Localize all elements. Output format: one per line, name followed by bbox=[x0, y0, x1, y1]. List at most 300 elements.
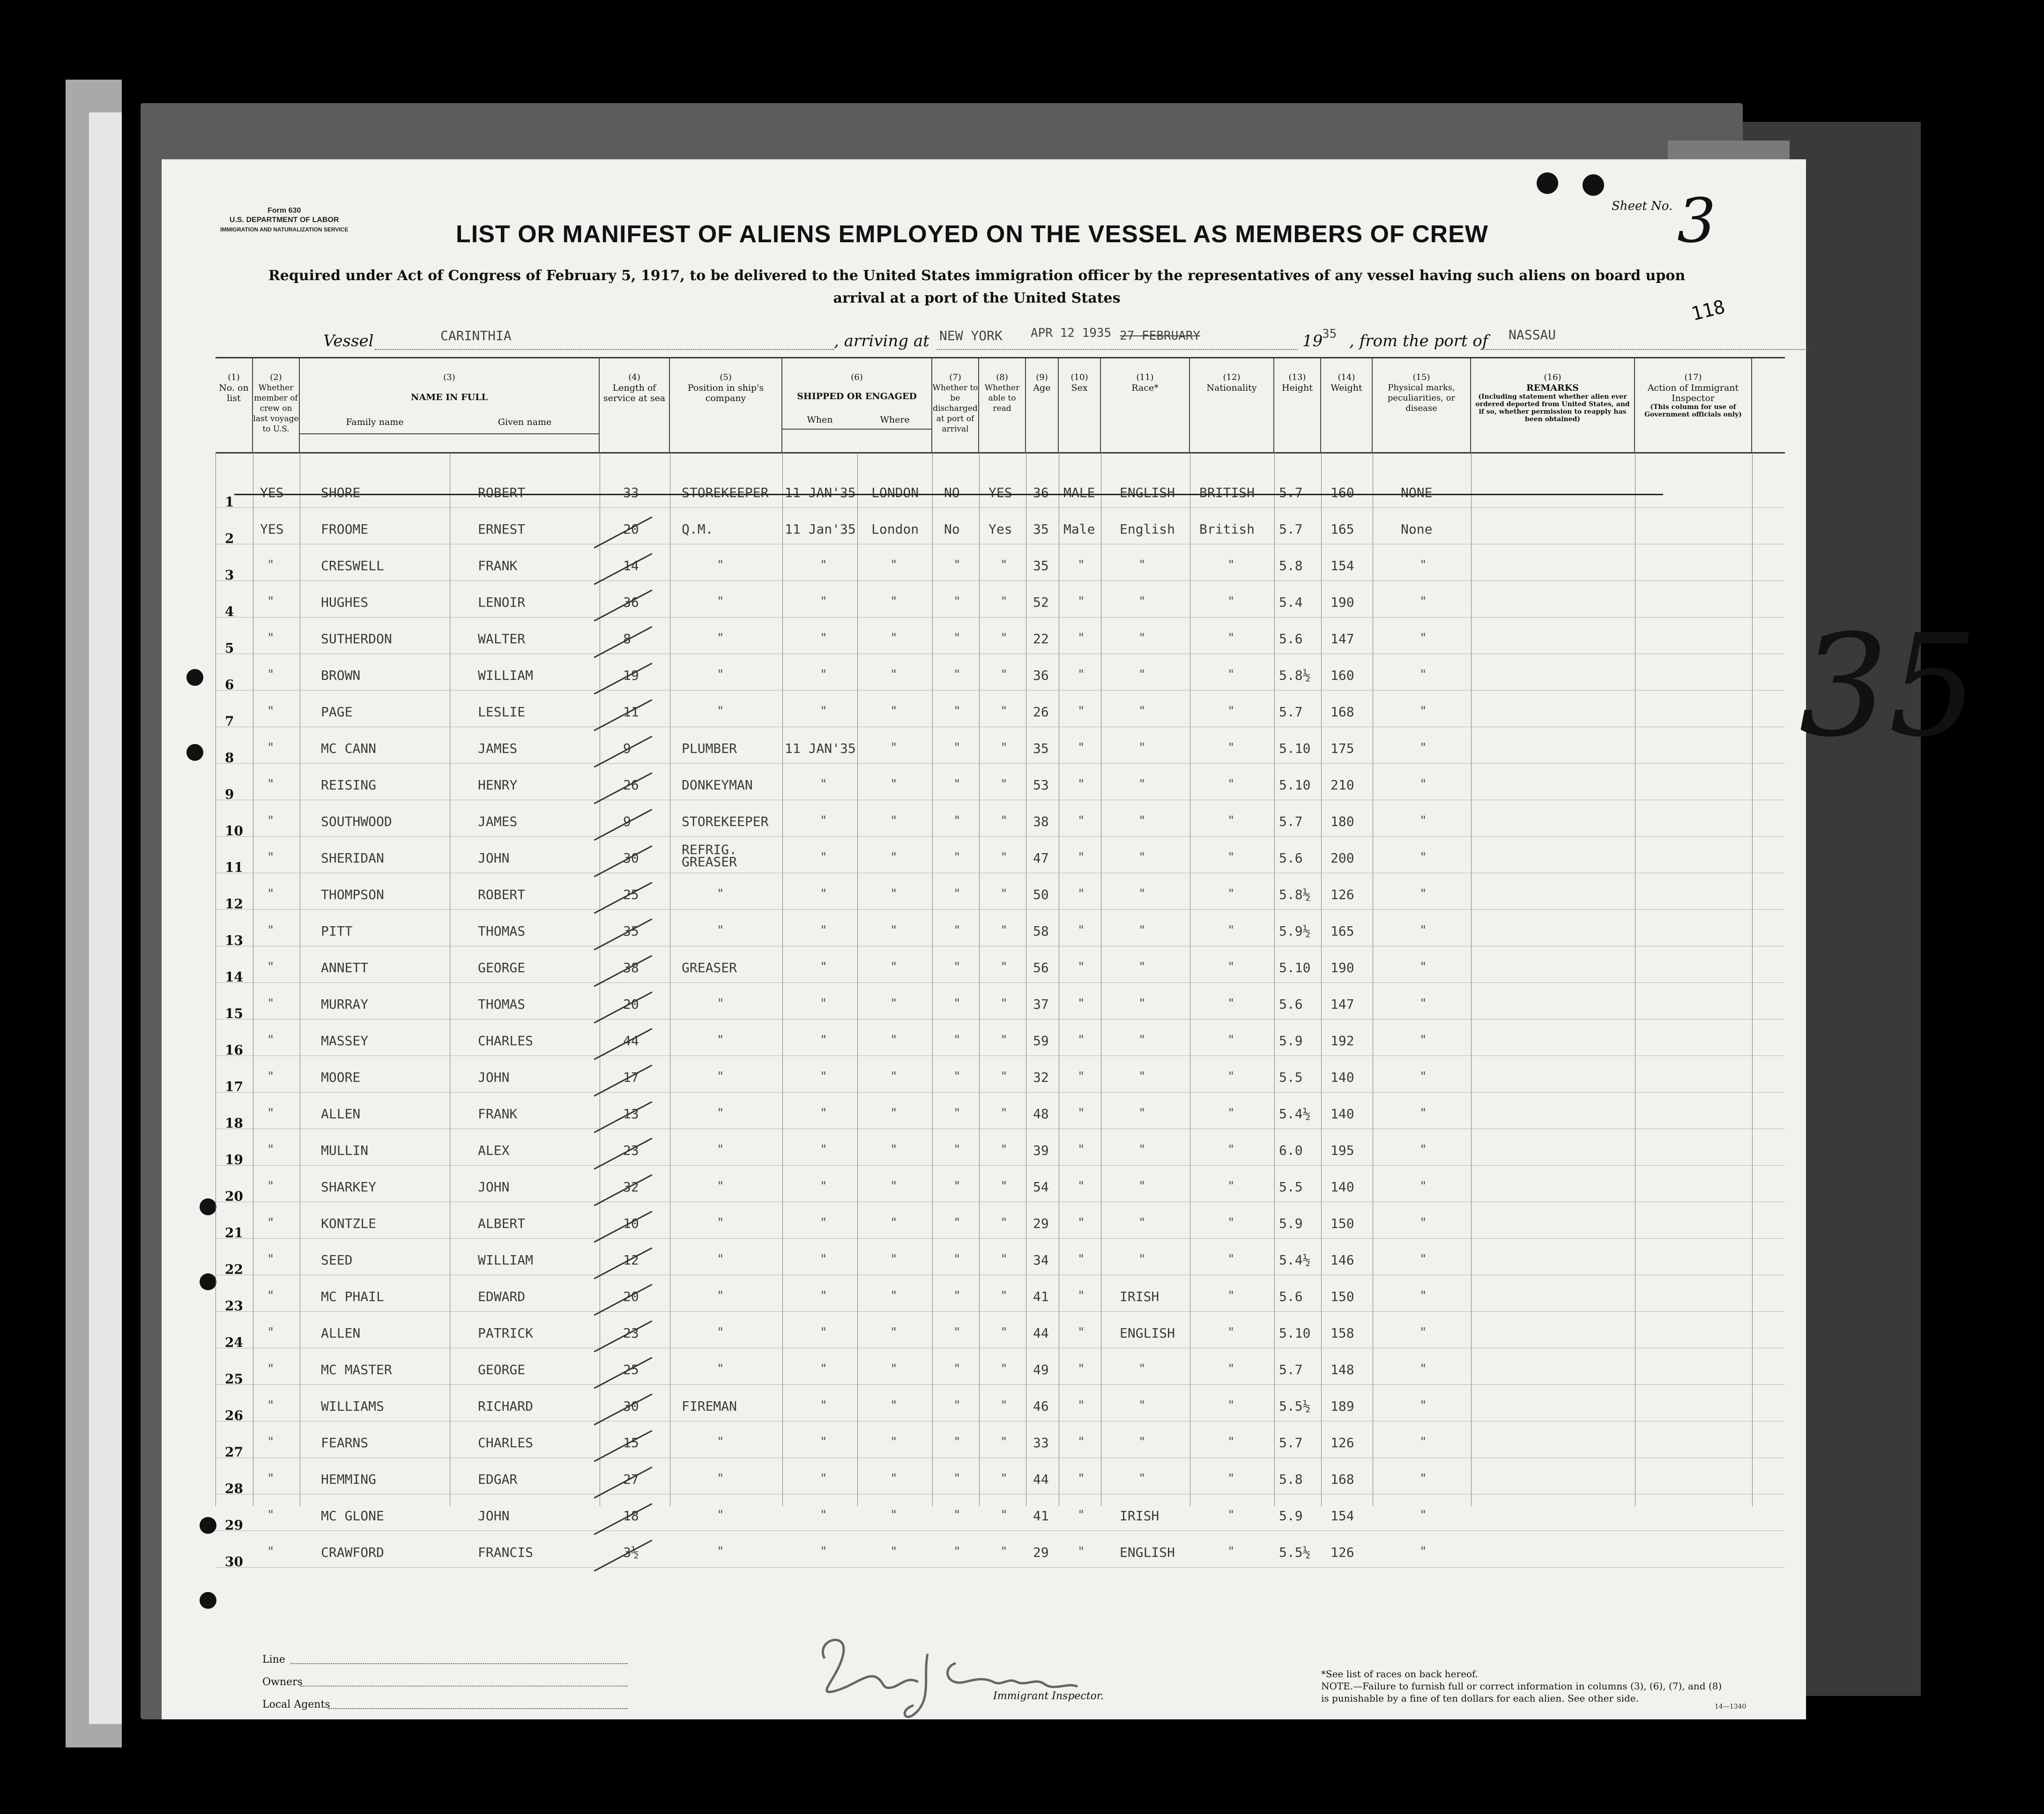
cell-age: 36 bbox=[1033, 485, 1049, 500]
cell-given: THOMAS bbox=[478, 923, 526, 939]
ditto-mark: " bbox=[267, 704, 275, 718]
header-label: Action of Immigrant Inspector bbox=[1647, 383, 1739, 403]
agents-underline bbox=[328, 1708, 628, 1709]
cell-height: 5.10 bbox=[1279, 960, 1311, 975]
row-number: 20 bbox=[225, 1189, 243, 1204]
ditto-mark: " bbox=[1420, 1143, 1427, 1157]
ditto-mark: " bbox=[1420, 1216, 1427, 1230]
struck-date: 27 FEBRUARY bbox=[1120, 329, 1201, 343]
cell-height: 5.7 bbox=[1279, 1435, 1303, 1450]
ditto-mark: " bbox=[890, 1252, 898, 1266]
header-nationality bbox=[1190, 358, 1274, 452]
cell-position: GREASER bbox=[682, 960, 737, 975]
ditto-mark: " bbox=[1138, 1143, 1146, 1157]
line-underline bbox=[290, 1663, 628, 1664]
ditto-mark: " bbox=[1000, 923, 1008, 937]
ditto-mark: " bbox=[717, 1106, 724, 1120]
cell-given: EDGAR bbox=[478, 1472, 518, 1487]
header-service bbox=[600, 358, 670, 452]
cell-height: 5.8 bbox=[1279, 558, 1303, 573]
ditto-mark: " bbox=[717, 1252, 724, 1266]
header-label: Sex bbox=[1071, 383, 1088, 393]
header-rule bbox=[216, 452, 1785, 454]
row-number: 4 bbox=[225, 604, 234, 619]
cell-given: JOHN bbox=[478, 1508, 510, 1524]
row-number: 30 bbox=[225, 1554, 243, 1569]
cell-service: 30 bbox=[623, 850, 639, 866]
cell-given: CHARLES bbox=[478, 1033, 534, 1048]
ditto-mark: " bbox=[1000, 595, 1008, 609]
ditto-mark: " bbox=[1078, 1545, 1085, 1559]
cell-marks: None bbox=[1401, 521, 1433, 537]
ditto-mark: " bbox=[1227, 923, 1235, 937]
cell-given: JAMES bbox=[478, 814, 518, 829]
ditto-mark: " bbox=[1000, 1508, 1008, 1522]
header-label: Length of service at sea bbox=[603, 383, 666, 403]
header-no bbox=[216, 358, 253, 452]
ditto-mark: " bbox=[890, 1472, 898, 1486]
header-num: (4) bbox=[628, 372, 640, 382]
cell-family: MC MASTER bbox=[321, 1362, 392, 1377]
ditto-mark: " bbox=[820, 850, 827, 864]
ditto-mark: " bbox=[890, 631, 898, 645]
binding-strip bbox=[89, 112, 122, 1724]
service-name: IMMIGRATION AND NATURALIZATION SERVICE bbox=[220, 226, 349, 233]
row-rule bbox=[216, 580, 1785, 581]
ditto-mark: " bbox=[1000, 741, 1008, 755]
ditto-mark: " bbox=[1000, 850, 1008, 864]
strikeout-line bbox=[234, 494, 1663, 495]
cell-position: FIREMAN bbox=[682, 1398, 737, 1414]
ditto-mark: " bbox=[890, 850, 898, 864]
ditto-mark: " bbox=[820, 704, 827, 718]
cell-family: SUTHERDON bbox=[321, 631, 392, 647]
arrival-stamp: APR 12 1935 bbox=[1031, 326, 1112, 340]
ditto-mark: " bbox=[1000, 1325, 1008, 1339]
cell-service: 13 bbox=[623, 1106, 639, 1122]
ditto-mark: " bbox=[1227, 704, 1235, 718]
ditto-mark: " bbox=[1227, 1435, 1235, 1449]
ditto-mark: " bbox=[890, 1325, 898, 1339]
punch-hole bbox=[1583, 174, 1604, 196]
ditto-mark: " bbox=[717, 1179, 724, 1193]
ditto-mark: " bbox=[267, 1545, 275, 1559]
cell-age: 26 bbox=[1033, 704, 1049, 720]
ditto-mark: " bbox=[1227, 1070, 1235, 1084]
year-suffix: 35 bbox=[1322, 327, 1337, 341]
cell-given: JOHN bbox=[478, 850, 510, 866]
ditto-mark: " bbox=[267, 1033, 275, 1047]
cell-given: CHARLES bbox=[478, 1435, 534, 1450]
cell-race: IRISH bbox=[1120, 1289, 1160, 1304]
ditto-mark: " bbox=[953, 996, 961, 1011]
ditto-mark: " bbox=[1227, 1143, 1235, 1157]
row-number: 3 bbox=[225, 567, 234, 583]
punch-hole bbox=[200, 1198, 216, 1215]
row-rule bbox=[216, 909, 1785, 910]
cell-given: PATRICK bbox=[478, 1325, 534, 1341]
ditto-mark: " bbox=[1138, 923, 1146, 937]
cell-height: 5.7 bbox=[1279, 1362, 1303, 1377]
ditto-mark: " bbox=[1078, 923, 1085, 937]
ditto-mark: " bbox=[1420, 1106, 1427, 1120]
header-label: Whether member of crew on last voyage to U.S. bbox=[253, 383, 299, 434]
cell-service: 8 bbox=[623, 631, 631, 647]
ditto-mark: " bbox=[267, 1398, 275, 1413]
cell-race: ENGLISH bbox=[1120, 1545, 1175, 1560]
ditto-mark: " bbox=[1420, 631, 1427, 645]
row-number: 9 bbox=[225, 787, 234, 802]
ditto-mark: " bbox=[1227, 1033, 1235, 1047]
cell-service: 33 bbox=[623, 485, 639, 500]
cell-read: Yes bbox=[989, 521, 1012, 537]
ditto-mark: " bbox=[1227, 1325, 1235, 1339]
cell-weight: 190 bbox=[1330, 960, 1354, 975]
cell-family: ALLEN bbox=[321, 1106, 361, 1122]
cell-service: 3½ bbox=[623, 1545, 639, 1560]
ditto-mark: " bbox=[890, 1216, 898, 1230]
ditto-mark: " bbox=[890, 777, 898, 791]
cell-weight: 175 bbox=[1330, 741, 1354, 756]
ditto-mark: " bbox=[1227, 887, 1235, 901]
cell-age: 33 bbox=[1033, 1435, 1049, 1450]
cell-weight: 146 bbox=[1330, 1252, 1354, 1268]
ditto-mark: " bbox=[1420, 923, 1427, 937]
ditto-mark: " bbox=[953, 1398, 961, 1413]
ditto-mark: " bbox=[953, 1143, 961, 1157]
cell-service: 19 bbox=[623, 668, 639, 683]
cell-age: 46 bbox=[1033, 1398, 1049, 1414]
ditto-mark: " bbox=[1227, 1508, 1235, 1522]
header-num: (15) bbox=[1412, 372, 1430, 382]
ditto-mark: " bbox=[1138, 558, 1146, 572]
cell-height: 5.6 bbox=[1279, 1289, 1303, 1304]
ditto-mark: " bbox=[1078, 1216, 1085, 1230]
cell-given: LENOIR bbox=[478, 595, 526, 610]
ditto-mark: " bbox=[820, 558, 827, 572]
row-rule bbox=[216, 836, 1785, 837]
ditto-mark: " bbox=[953, 1325, 961, 1339]
ditto-mark: " bbox=[1227, 668, 1235, 682]
cell-service: 20 bbox=[623, 1289, 639, 1304]
cell-family: THOMPSON bbox=[321, 887, 384, 902]
cell-age: 52 bbox=[1033, 595, 1049, 610]
ditto-mark: " bbox=[820, 1472, 827, 1486]
ditto-mark: " bbox=[1138, 595, 1146, 609]
cell-position: REFRIG. GREASER bbox=[682, 842, 737, 870]
crew-table bbox=[216, 357, 1785, 1623]
cell-where: London bbox=[871, 521, 919, 537]
header-label: Height bbox=[1282, 383, 1313, 393]
department-name: U.S. DEPARTMENT OF LABOR bbox=[229, 216, 339, 224]
row-rule bbox=[216, 1567, 1785, 1568]
ditto-mark: " bbox=[890, 960, 898, 974]
ditto-mark: " bbox=[1227, 814, 1235, 828]
row-number: 12 bbox=[225, 896, 243, 912]
cell-age: 34 bbox=[1033, 1252, 1049, 1268]
ditto-mark: " bbox=[890, 1106, 898, 1120]
header-family: Family name bbox=[346, 417, 404, 427]
cell-weight: 154 bbox=[1330, 1508, 1354, 1524]
row-number: 19 bbox=[225, 1152, 243, 1167]
header-label: No. on list bbox=[219, 383, 249, 403]
ditto-mark: " bbox=[1227, 850, 1235, 864]
cell-nationality: British bbox=[1199, 521, 1255, 537]
cell-given: ALBERT bbox=[478, 1216, 526, 1231]
cell-given: JAMES bbox=[478, 741, 518, 756]
cell-height: 5.4½ bbox=[1279, 1106, 1311, 1122]
row-number: 25 bbox=[225, 1371, 243, 1387]
ditto-mark: " bbox=[1000, 1143, 1008, 1157]
ditto-mark: " bbox=[820, 1398, 827, 1413]
header-label: Whether to be discharged at port of arrival bbox=[932, 383, 978, 434]
ditto-mark: " bbox=[1000, 996, 1008, 1011]
arriving-label: , arriving at bbox=[834, 332, 929, 350]
cell-height: 5.7 bbox=[1279, 485, 1303, 500]
ditto-mark: " bbox=[953, 1070, 961, 1084]
ditto-mark: " bbox=[1420, 1179, 1427, 1193]
row-rule bbox=[216, 507, 1785, 508]
header-label: SHIPPED OR ENGAGED bbox=[797, 391, 917, 401]
ditto-mark: " bbox=[1138, 668, 1146, 682]
cell-weight: 150 bbox=[1330, 1216, 1354, 1231]
header-num: (13) bbox=[1288, 372, 1306, 382]
ditto-mark: " bbox=[267, 1216, 275, 1230]
cell-age: 29 bbox=[1033, 1216, 1049, 1231]
ditto-mark: " bbox=[1078, 741, 1085, 755]
header-label: Position in ship's company bbox=[687, 383, 764, 403]
cell-weight: 168 bbox=[1330, 704, 1354, 720]
ditto-mark: " bbox=[1078, 960, 1085, 974]
ditto-mark: " bbox=[820, 887, 827, 901]
header-num: (17) bbox=[1684, 372, 1702, 382]
cell-height: 5.8½ bbox=[1279, 668, 1311, 683]
row-number: 5 bbox=[225, 640, 234, 656]
ditto-mark: " bbox=[953, 595, 961, 609]
ditto-mark: " bbox=[1420, 1398, 1427, 1413]
ditto-mark: " bbox=[1078, 631, 1085, 645]
row-rule bbox=[216, 1384, 1785, 1385]
ditto-mark: " bbox=[890, 595, 898, 609]
cell-weight: 190 bbox=[1330, 595, 1354, 610]
cell-height: 5.7 bbox=[1279, 704, 1303, 720]
ditto-mark: " bbox=[267, 741, 275, 755]
header-num: (12) bbox=[1223, 372, 1241, 382]
ditto-mark: " bbox=[1078, 1362, 1085, 1376]
cell-age: 39 bbox=[1033, 1143, 1049, 1158]
ditto-mark: " bbox=[820, 960, 827, 974]
cell-height: 5.4½ bbox=[1279, 1252, 1311, 1268]
header-label: Physical marks, peculiarities, or disease bbox=[1387, 383, 1456, 413]
ditto-mark: " bbox=[1000, 1252, 1008, 1266]
cell-given: RICHARD bbox=[478, 1398, 534, 1414]
row-number: 2 bbox=[225, 531, 234, 546]
ditto-mark: " bbox=[1000, 1398, 1008, 1413]
cell-family: FROOME bbox=[321, 521, 369, 537]
header-age bbox=[1026, 358, 1059, 452]
ditto-mark: " bbox=[1227, 1106, 1235, 1120]
cell-service: 44 bbox=[623, 1033, 639, 1048]
reference-number: 118 bbox=[1689, 296, 1727, 326]
ditto-mark: " bbox=[953, 1472, 961, 1486]
ditto-mark: " bbox=[717, 631, 724, 645]
cell-age: 56 bbox=[1033, 960, 1049, 975]
ditto-mark: " bbox=[267, 668, 275, 682]
cell-height: 5.10 bbox=[1279, 1325, 1311, 1341]
cell-position: DONKEYMAN bbox=[682, 777, 753, 793]
ditto-mark: " bbox=[267, 1179, 275, 1193]
header-remarks-note: (Including statement whether alien ever ordered deported from United States, and if so, whether permission to reapply has been obtained) bbox=[1475, 393, 1630, 423]
ditto-mark: " bbox=[890, 1143, 898, 1157]
ditto-mark: " bbox=[1000, 1472, 1008, 1486]
header-num: (6) bbox=[851, 372, 863, 382]
sheet-number: 3 bbox=[1677, 185, 1716, 256]
vessel-label: Vessel bbox=[323, 332, 374, 350]
ditto-mark: " bbox=[1227, 1216, 1235, 1230]
ditto-mark: " bbox=[1420, 1070, 1427, 1084]
ditto-mark: " bbox=[717, 1545, 724, 1559]
cell-height: 5.5½ bbox=[1279, 1398, 1311, 1414]
page-title: LIST OR MANIFEST OF ALIENS EMPLOYED ON THE VESSEL AS MEMBERS OF CREW bbox=[456, 221, 1488, 248]
ditto-mark: " bbox=[1078, 1179, 1085, 1193]
cell-family: REISING bbox=[321, 777, 377, 793]
ditto-mark: " bbox=[820, 1033, 827, 1047]
ditto-mark: " bbox=[267, 1289, 275, 1303]
ditto-mark: " bbox=[1078, 1070, 1085, 1084]
header-subrule bbox=[300, 433, 600, 434]
cell-marks: NONE bbox=[1401, 485, 1433, 500]
cell-age: 48 bbox=[1033, 1106, 1049, 1122]
ditto-mark: " bbox=[1227, 777, 1235, 791]
ditto-mark: " bbox=[1227, 996, 1235, 1011]
ditto-mark: " bbox=[267, 1325, 275, 1339]
ditto-mark: " bbox=[820, 1508, 827, 1522]
form-code: 14—1340 bbox=[1715, 1703, 1747, 1710]
header-label: Whether able to read bbox=[984, 383, 1020, 413]
ditto-mark: " bbox=[717, 1289, 724, 1303]
header-weight bbox=[1321, 358, 1373, 452]
ditto-mark: " bbox=[953, 631, 961, 645]
row-number: 27 bbox=[225, 1444, 243, 1460]
cell-weight: 165 bbox=[1330, 923, 1354, 939]
cell-given: LESLIE bbox=[478, 704, 526, 720]
cell-given: EDWARD bbox=[478, 1289, 526, 1304]
ditto-mark: " bbox=[1138, 1106, 1146, 1120]
cell-weight: 147 bbox=[1330, 996, 1354, 1012]
cell-height: 5.6 bbox=[1279, 850, 1303, 866]
ditto-mark: " bbox=[1138, 1070, 1146, 1084]
ditto-mark: " bbox=[717, 1325, 724, 1339]
ditto-mark: " bbox=[953, 1106, 961, 1120]
ditto-mark: " bbox=[1078, 595, 1085, 609]
race-note: *See list of races on back hereof. bbox=[1321, 1668, 1479, 1680]
ditto-mark: " bbox=[1138, 887, 1146, 901]
ditto-mark: " bbox=[1000, 1362, 1008, 1376]
cell-service: 14 bbox=[623, 558, 639, 573]
header-num: (5) bbox=[720, 372, 732, 382]
row-number: 24 bbox=[225, 1335, 243, 1350]
cell-family: MC GLONE bbox=[321, 1508, 384, 1524]
cell-nationality: BRITISH bbox=[1199, 485, 1255, 500]
cell-family: SHERIDAN bbox=[321, 850, 384, 866]
cell-given: ROBERT bbox=[478, 887, 526, 902]
ditto-mark: " bbox=[717, 996, 724, 1011]
ditto-mark: " bbox=[1138, 1179, 1146, 1193]
ditto-mark: " bbox=[1420, 777, 1427, 791]
header-num: (2) bbox=[270, 372, 282, 382]
cell-weight: 200 bbox=[1330, 850, 1354, 866]
ditto-mark: " bbox=[267, 850, 275, 864]
ditto-mark: " bbox=[717, 1508, 724, 1522]
ditto-mark: " bbox=[1000, 814, 1008, 828]
ditto-mark: " bbox=[890, 1398, 898, 1413]
ditto-mark: " bbox=[1227, 595, 1235, 609]
ditto-mark: " bbox=[1420, 1435, 1427, 1449]
row-number: 11 bbox=[225, 860, 243, 875]
ditto-mark: " bbox=[953, 1508, 961, 1522]
ditto-mark: " bbox=[717, 1472, 724, 1486]
cell-service: 9 bbox=[623, 741, 631, 756]
ditto-mark: " bbox=[1420, 558, 1427, 572]
cell-when: 11 JAN'35 bbox=[785, 741, 856, 756]
row-number: 10 bbox=[225, 823, 243, 839]
ditto-mark: " bbox=[953, 668, 961, 682]
cell-read: YES bbox=[989, 485, 1012, 500]
row-number: 13 bbox=[225, 933, 243, 948]
header-num: (11) bbox=[1136, 372, 1154, 382]
cell-age: 38 bbox=[1033, 814, 1049, 829]
cell-height: 5.8 bbox=[1279, 1472, 1303, 1487]
sheet-label: Sheet No. bbox=[1612, 199, 1673, 213]
line-label: Line bbox=[262, 1654, 285, 1665]
cell-service: 20 bbox=[623, 521, 639, 537]
cell-height: 6.0 bbox=[1279, 1143, 1303, 1158]
cell-given: WILLIAM bbox=[478, 1252, 534, 1268]
arriving-port: NEW YORK bbox=[939, 328, 1003, 343]
cell-service: 9 bbox=[623, 814, 631, 829]
arriving-underline bbox=[937, 349, 1298, 350]
header-remarks bbox=[1471, 358, 1635, 452]
row-number: 22 bbox=[225, 1262, 243, 1277]
cell-age: 35 bbox=[1033, 741, 1049, 756]
cell-height: 5.9 bbox=[1279, 1033, 1303, 1048]
ditto-mark: " bbox=[267, 1070, 275, 1084]
cell-family: ANNETT bbox=[321, 960, 369, 975]
cell-when: 11 Jan'35 bbox=[785, 521, 856, 537]
ditto-mark: " bbox=[717, 668, 724, 682]
ditto-mark: " bbox=[1078, 1398, 1085, 1413]
ditto-mark: " bbox=[820, 668, 827, 682]
cell-position: STOREKEEPER bbox=[682, 485, 769, 500]
cell-age: 36 bbox=[1033, 668, 1049, 683]
cell-given: WILLIAM bbox=[478, 668, 534, 683]
header-shipped bbox=[782, 358, 932, 452]
row-number: 14 bbox=[225, 969, 243, 985]
ditto-mark: " bbox=[1138, 1362, 1146, 1376]
cell-age: 41 bbox=[1033, 1289, 1049, 1304]
ditto-mark: " bbox=[1420, 887, 1427, 901]
footnote bbox=[1321, 1668, 1724, 1704]
ditto-mark: " bbox=[1138, 1398, 1146, 1413]
cell-weight: 126 bbox=[1330, 1435, 1354, 1450]
cell-weight: 192 bbox=[1330, 1033, 1354, 1048]
cell-age: 53 bbox=[1033, 777, 1049, 793]
ditto-mark: " bbox=[820, 1179, 827, 1193]
local-agents-label: Local Agents bbox=[262, 1699, 330, 1710]
ditto-mark: " bbox=[890, 704, 898, 718]
row-rule bbox=[216, 690, 1785, 691]
cell-family: MASSEY bbox=[321, 1033, 369, 1048]
